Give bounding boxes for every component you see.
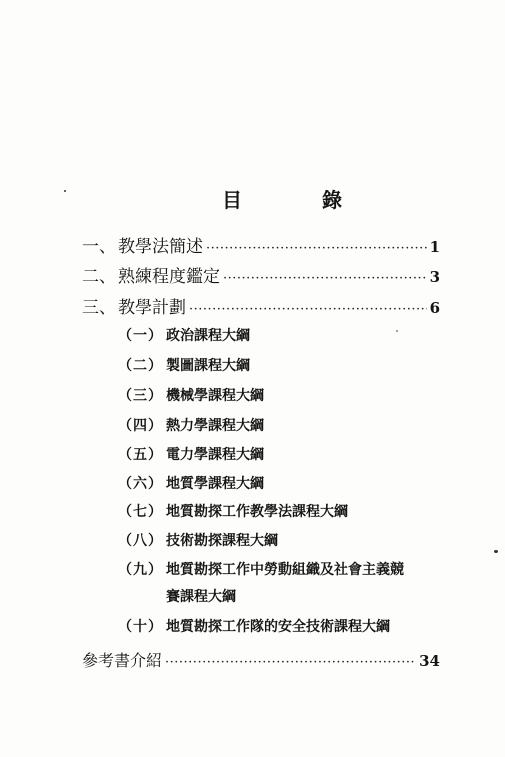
subentry-number: （八） (118, 533, 163, 549)
print-speck (396, 330, 398, 332)
subentry-label: 地質勘探工作隊的安全技術課程大綱 (166, 619, 390, 635)
entry-label: 熟練程度鑑定 (118, 267, 220, 287)
toc-subentry-7[interactable] (118, 501, 348, 521)
dot-leader (223, 271, 427, 286)
print-speck (494, 550, 498, 553)
toc-subentry-9[interactable] (118, 559, 404, 579)
toc-subentry-5[interactable] (118, 444, 264, 464)
toc-subentry-4[interactable] (118, 415, 264, 435)
subentry-number: （五） (118, 447, 163, 463)
page-number: 34 (419, 652, 440, 670)
entry-label: 教學計劃 (118, 298, 186, 318)
subentry-label: 技術勘探課程大綱 (166, 533, 278, 549)
toc-subentry-6[interactable] (118, 473, 264, 493)
entry-label: 教學法簡述 (118, 237, 203, 257)
toc-subentry-8[interactable] (118, 530, 278, 550)
toc-entry-2[interactable] (82, 262, 440, 287)
toc-subentry-2[interactable] (118, 355, 250, 375)
subentry-label: 熱力學課程大綱 (166, 418, 264, 434)
toc-subentry-3[interactable] (118, 385, 264, 405)
dot-leader (165, 655, 416, 670)
subentry-number: （九） (118, 562, 163, 578)
subentry-number: （十） (118, 619, 163, 635)
entry-number: 二、 (82, 267, 116, 287)
toc-subentry-1[interactable] (118, 325, 250, 345)
subentry-label: 地質勘探工作教學法課程大綱 (166, 504, 348, 520)
entry-number: 一、 (82, 237, 116, 257)
toc-entry-3[interactable] (82, 293, 440, 318)
subentry-label: 電力學課程大綱 (166, 447, 264, 463)
page-number: 6 (429, 299, 440, 317)
subentry-label: 機械學課程大綱 (166, 388, 264, 404)
dot-leader (189, 302, 427, 317)
print-speck (64, 190, 66, 192)
subentry-number: （三） (118, 388, 163, 404)
subentry-continuation: 賽課程大綱 (166, 589, 236, 605)
toc-entry-1[interactable] (82, 232, 440, 257)
subentry-label: 製圖課程大綱 (166, 358, 250, 374)
subentry-number: （七） (118, 504, 163, 520)
subentry-label: 地質學課程大綱 (166, 476, 264, 492)
subentry-label: 地質勘探工作中勞動組織及社會主義競 (166, 562, 404, 578)
subentry-label: 政治課程大綱 (166, 328, 250, 344)
page-title: 目 錄 (222, 188, 372, 212)
toc-subentry-10[interactable] (118, 616, 390, 636)
entry-number: 三、 (82, 298, 116, 318)
page-number: 3 (429, 268, 440, 286)
dot-leader (206, 241, 427, 256)
subentry-number: （四） (118, 418, 163, 434)
page-number: 1 (429, 238, 440, 256)
subentry-number: （六） (118, 476, 163, 492)
subentry-number: （二） (118, 358, 163, 374)
toc-entry-references[interactable] (82, 648, 440, 671)
entry-label: 參考書介紹 (82, 651, 163, 670)
subentry-number: （一） (118, 328, 163, 344)
